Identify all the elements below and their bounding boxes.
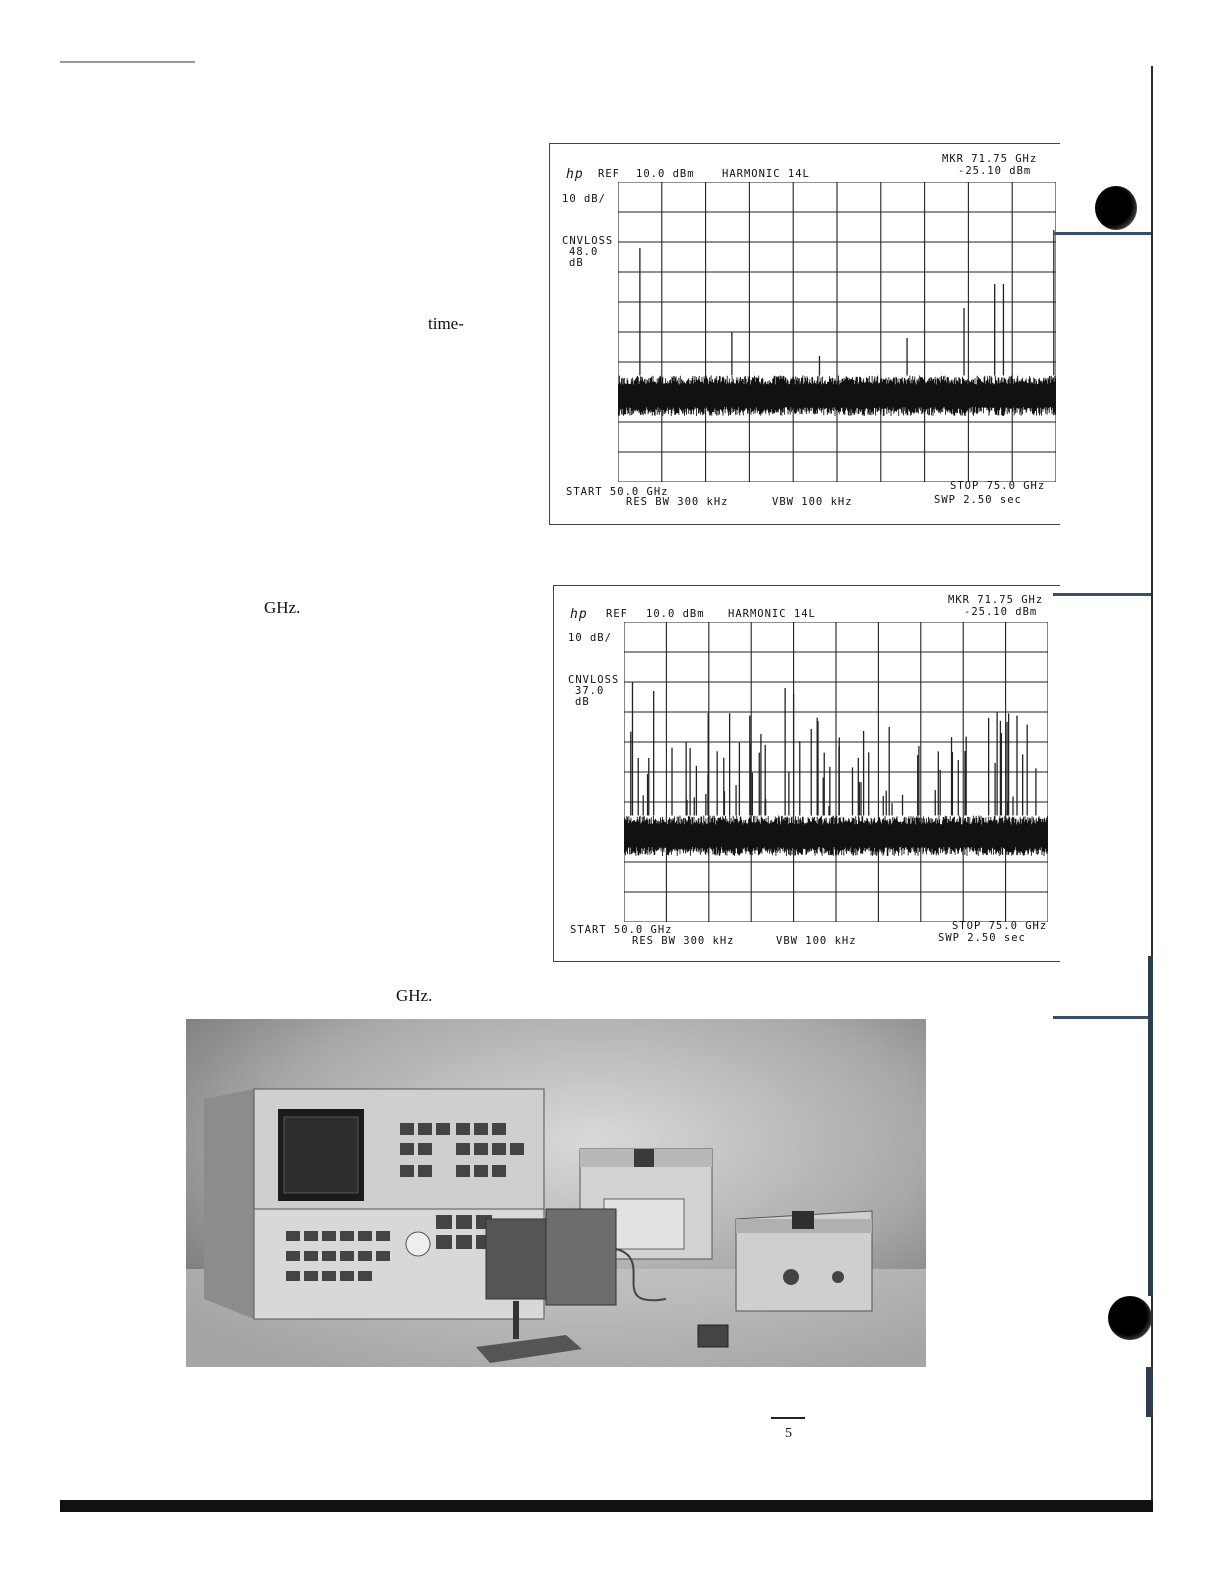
sweep-time: SWP 2.50 sec: [934, 494, 1022, 506]
hp-logo-icon: hp: [566, 167, 584, 182]
marker-level: -25.10 dBm: [958, 165, 1032, 177]
marker-level: -25.10 dBm: [964, 606, 1038, 618]
top-rule: [60, 61, 195, 63]
spectrum-display-2: [553, 585, 1060, 962]
resolution-bandwidth: RES BW 300 kHz: [632, 935, 735, 947]
ref-label: REF: [598, 168, 620, 180]
conversion-loss-label: CNVLOSS: [568, 674, 620, 686]
resolution-bandwidth: RES BW 300 kHz: [626, 496, 729, 508]
callout-rule-1: [1053, 232, 1152, 235]
callout-rule-3: [1053, 1016, 1152, 1019]
mixer-head: [698, 1325, 728, 1347]
margin-bar-2: [1146, 1367, 1153, 1417]
page-number: 5: [785, 1426, 792, 1441]
callout-rule-2: [1053, 593, 1152, 596]
stop-frequency: STOP 75.0 GHz: [952, 920, 1048, 932]
harmonic-mixer-unit: [736, 1211, 872, 1311]
start-frequency: START 50.0 GHz: [566, 486, 669, 498]
equipment-photo: [186, 1019, 926, 1367]
sweep-time: SWP 2.50 sec: [938, 932, 1026, 944]
spectrum-trace-2: [624, 622, 1048, 922]
binder-hole-icon: [1095, 186, 1137, 230]
video-bandwidth: VBW 100 kHz: [776, 935, 857, 947]
conversion-loss-value: 48.0: [569, 246, 599, 258]
ref-level: 10.0 dBm: [646, 608, 705, 620]
conversion-loss-unit: dB: [575, 696, 590, 708]
spectrum-trace-1: [618, 182, 1056, 482]
ref-label: REF: [606, 608, 628, 620]
hp-logo-icon: hp: [570, 607, 588, 622]
noise-floor: [624, 816, 1048, 857]
page-number-rule: [771, 1417, 805, 1419]
binder-hole-icon: [1108, 1296, 1152, 1340]
marker-frequency: MKR 71.75 GHz: [942, 153, 1038, 165]
conversion-loss-label: CNVLOSS: [562, 235, 614, 247]
text-fragment-ghz-1: GHz.: [264, 598, 301, 617]
spectrum-display-1: [549, 143, 1060, 525]
margin-bar-1: [1148, 956, 1153, 1296]
harmonic-label: HARMONIC 14L: [728, 608, 816, 620]
conversion-loss-value: 37.0: [575, 685, 605, 697]
marker-frequency: MKR 71.75 GHz: [948, 594, 1044, 606]
conversion-loss-unit: dB: [569, 257, 584, 269]
scale-label: 10 dB/: [562, 193, 606, 205]
text-fragment-time: time-: [428, 314, 464, 333]
start-frequency: START 50.0 GHz: [570, 924, 673, 936]
bottom-border-bar: [60, 1500, 1153, 1512]
stop-frequency: STOP 75.0 GHz: [950, 480, 1046, 492]
video-bandwidth: VBW 100 kHz: [772, 496, 853, 508]
scale-label: 10 dB/: [568, 632, 612, 644]
harmonic-label: HARMONIC 14L: [722, 168, 810, 180]
text-fragment-ghz-2: GHz.: [396, 986, 433, 1005]
ref-level: 10.0 dBm: [636, 168, 695, 180]
